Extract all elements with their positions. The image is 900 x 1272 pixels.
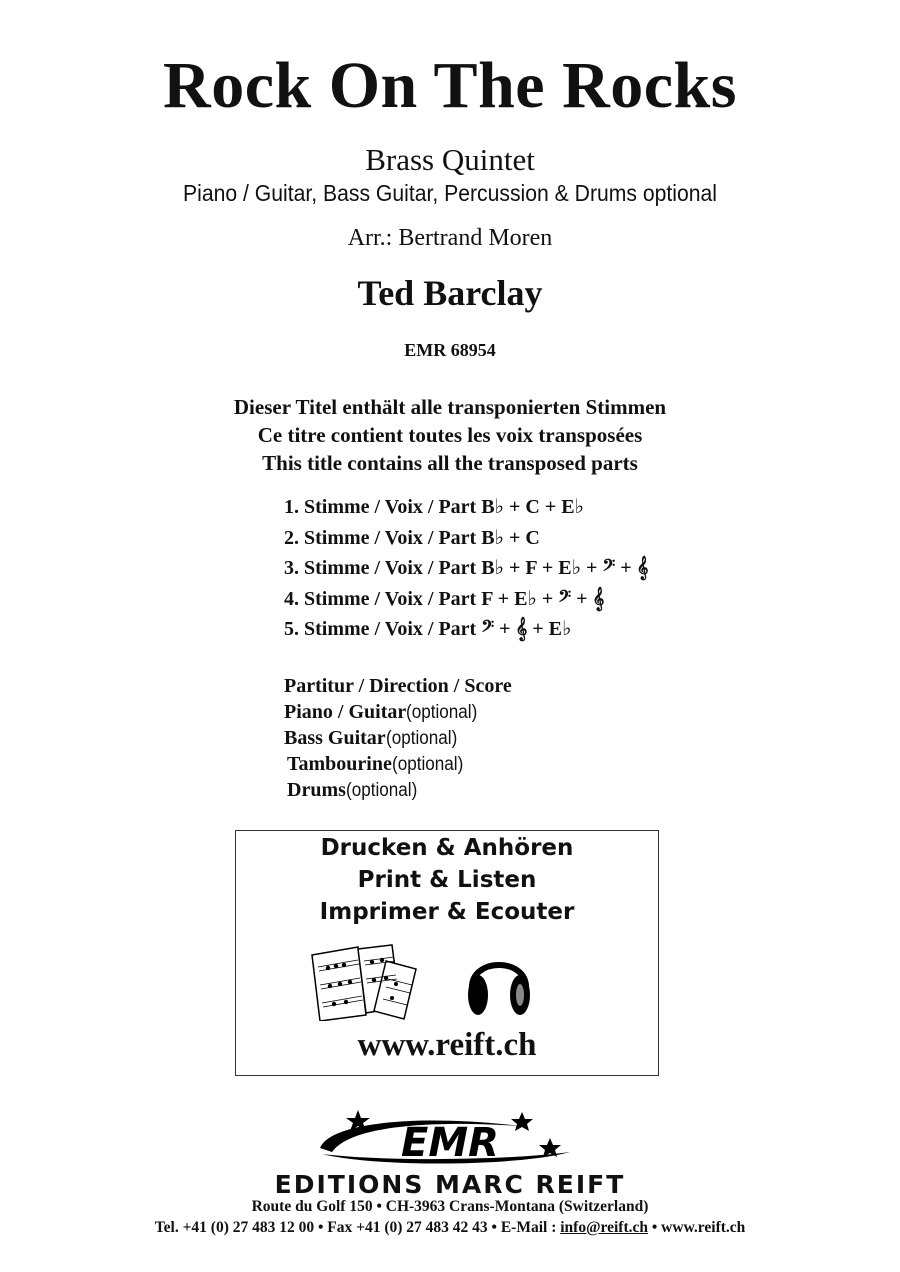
composer-name: Ted Barclay [357, 273, 543, 313]
publisher-contact [0, 1219, 900, 1237]
part-item: 1. Stimme / Voix / Part B♭ + C + E♭ [284, 496, 584, 518]
emr-logo-graphic [300, 1108, 600, 1168]
extra-item-name: Tambourine [287, 753, 392, 775]
email-link[interactable]: info@reift.ch [560, 1219, 648, 1236]
extra-item [284, 699, 512, 725]
page-title: Rock On The Rocks [163, 49, 737, 122]
contact-phone-fax: Tel. +41 (0) 27 483 12 00 • Fax +41 (0) 27 483 42 43 • E-Mail : [154, 1219, 561, 1236]
emr-logo [300, 1108, 600, 1168]
extra-item-name: Partitur / Direction / Score [284, 675, 512, 697]
extra-item-name: Piano / Guitar [284, 701, 407, 723]
part-item: 3. Stimme / Voix / Part B♭ + F + E♭ + 𝄢 + 𝄞 [284, 557, 649, 579]
emr-logo-text: EMR [401, 1120, 499, 1166]
extra-item-note: (optional) [385, 728, 457, 749]
note-german: Dieser Titel enthält alle transponierten Stimmen [233, 395, 667, 419]
promo-line-french: Imprimer & Ecouter [319, 899, 575, 925]
part-item: 2. Stimme / Voix / Part B♭ + C [284, 526, 540, 549]
note-english: This title contains all the transposed parts [262, 451, 638, 475]
extra-parts-list [284, 673, 512, 803]
transposition-notes [0, 393, 900, 477]
part-item: 5. Stimme / Voix / Part 𝄢 + 𝄞 + E♭ [284, 618, 572, 640]
promo-line-english: Print & Listen [357, 867, 537, 893]
extra-item [284, 673, 512, 699]
extra-item-note: (optional) [406, 702, 478, 723]
extra-item-name: Drums [287, 779, 346, 801]
extra-item-note: (optional) [391, 754, 464, 775]
publisher-address: Route du Golf 150 • CH-3963 Crans-Montana (Switzerland) [251, 1198, 649, 1215]
part-item: 4. Stimme / Voix / Part F + E♭ + 𝄢 + 𝄞 [284, 587, 605, 610]
extra-item [284, 751, 512, 777]
extra-item [284, 777, 512, 803]
extra-item-name: Bass Guitar [284, 727, 386, 749]
headphones-icon [464, 943, 534, 1021]
catalog-number: EMR 68954 [404, 340, 496, 360]
parts-list [284, 492, 649, 645]
print-listen-box [235, 830, 659, 1076]
publisher-name: EDITIONS MARC REIFT [274, 1170, 626, 1199]
instrumentation-line: Piano / Guitar, Bass Guitar, Percussion & Drums optional [183, 180, 717, 206]
sheet-music-icon [308, 941, 420, 1021]
ensemble-subtitle: Brass Quintet [365, 142, 535, 177]
promo-line-german: Drucken & Anhören [320, 835, 574, 861]
extra-item-note: (optional) [345, 780, 418, 801]
note-french: Ce titre contient toutes les voix transposées [257, 423, 643, 447]
website-link[interactable]: www.reift.ch [357, 1027, 537, 1063]
arranger-credit: Arr.: Bertrand Moren [347, 225, 553, 251]
contact-website: • www.reift.ch [648, 1219, 746, 1236]
extra-item [284, 725, 512, 751]
